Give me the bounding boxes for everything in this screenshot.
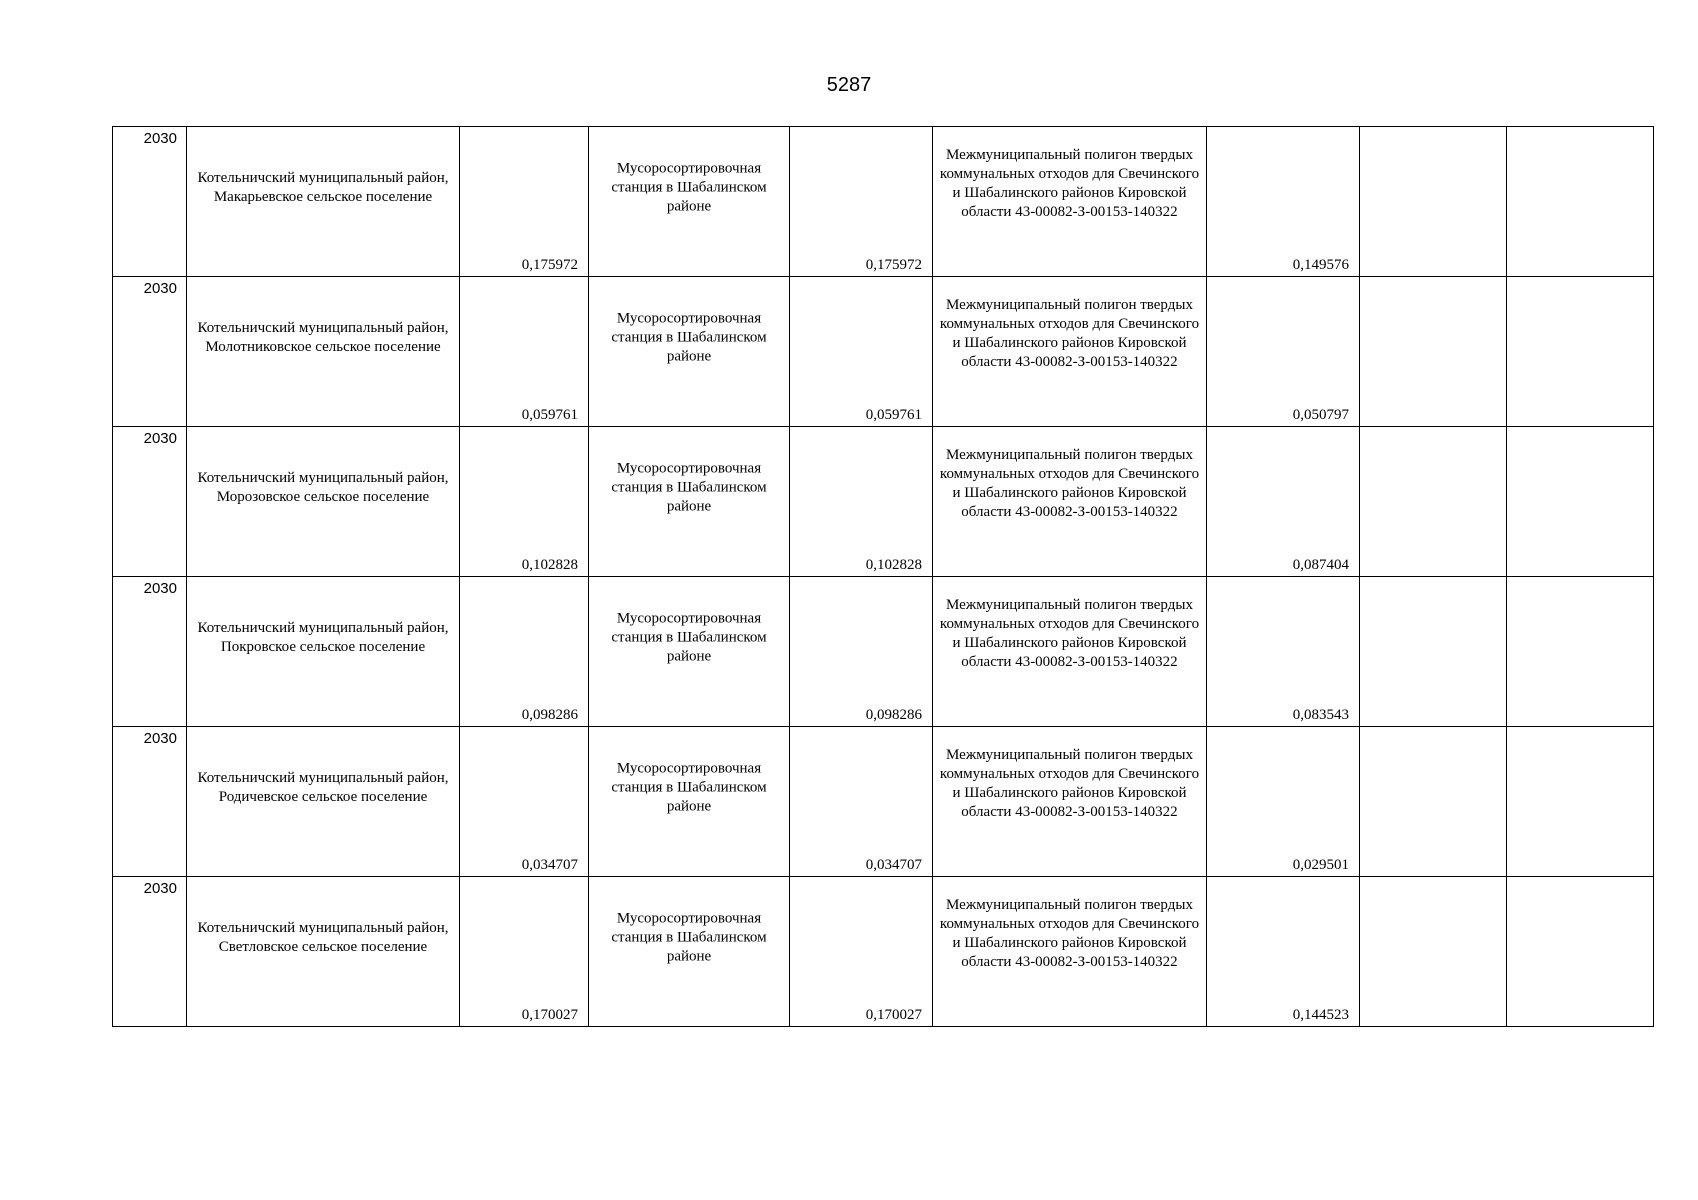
year-cell [113, 877, 187, 1027]
mass-generated-cell [460, 427, 589, 577]
source-name: Котельничский муниципальный район, Макарьевское сельское поселение [197, 169, 449, 205]
landfill-name: Межмуниципальный полигон твердых коммунальных отходов для Свечинского и Шабалинского районов Кировской области 43-00082-З-00153-140322 [939, 746, 1200, 820]
mass-to-landfill-value: 0,087404 [1292, 557, 1349, 573]
table-body [113, 127, 1654, 1027]
facility-name: Мусоросортировочная станция в Шабалинском районе [611, 760, 767, 814]
waste-flow-table [112, 126, 1654, 1027]
facility-name: Мусоросортировочная станция в Шабалинском районе [611, 910, 767, 964]
landfill-cell [933, 127, 1207, 277]
year-cell [113, 577, 187, 727]
landfill-cell [933, 877, 1207, 1027]
mass-to-facility-cell [790, 877, 933, 1027]
mass-to-facility-cell [790, 427, 933, 577]
facility-name: Мусоросортировочная станция в Шабалинском районе [611, 310, 767, 364]
mass-to-landfill-cell [1207, 877, 1360, 1027]
year-cell [113, 127, 187, 277]
facility-cell [589, 277, 790, 427]
facility-name: Мусоросортировочная станция в Шабалинском районе [611, 160, 767, 214]
mass-to-landfill-cell [1207, 277, 1360, 427]
mass-to-facility-value: 0,059761 [865, 407, 922, 423]
year-cell [113, 277, 187, 427]
mass-to-landfill-cell [1207, 577, 1360, 727]
landfill-cell [933, 427, 1207, 577]
mass-to-landfill-cell [1207, 727, 1360, 877]
facility-name: Мусоросортировочная станция в Шабалинском районе [611, 460, 767, 514]
mass-to-landfill-value: 0,149576 [1292, 257, 1349, 273]
source-cell [187, 277, 460, 427]
source-cell [187, 427, 460, 577]
landfill-cell [933, 277, 1207, 427]
source-name: Котельничский муниципальный район, Родичевское сельское поселение [197, 769, 449, 805]
mass-to-facility-cell [790, 277, 933, 427]
mass-to-facility-value: 0,170027 [865, 1007, 922, 1023]
mass-to-facility-cell [790, 127, 933, 277]
empty-cell [1507, 127, 1654, 277]
source-name: Котельничский муниципальный район, Светловское сельское поселение [197, 919, 449, 955]
landfill-name: Межмуниципальный полигон твердых коммунальных отходов для Свечинского и Шабалинского районов Кировской области 43-00082-З-00153-140322 [939, 446, 1200, 520]
mass-to-facility-value: 0,175972 [865, 257, 922, 273]
mass-to-facility-value: 0,098286 [865, 707, 922, 723]
mass-generated-cell [460, 727, 589, 877]
empty-cell [1360, 127, 1507, 277]
empty-cell [1360, 577, 1507, 727]
source-cell [187, 127, 460, 277]
mass-to-landfill-cell [1207, 127, 1360, 277]
mass-generated-value: 0,034707 [521, 857, 578, 873]
source-cell [187, 877, 460, 1027]
source-name: Котельничский муниципальный район, Морозовское сельское поселение [197, 469, 449, 505]
mass-generated-value: 0,098286 [521, 707, 578, 723]
mass-generated-value: 0,102828 [521, 557, 578, 573]
year-cell [113, 727, 187, 877]
mass-to-landfill-value: 0,029501 [1292, 857, 1349, 873]
mass-to-landfill-value: 0,144523 [1292, 1007, 1349, 1023]
table-row [113, 427, 1654, 577]
facility-cell [589, 127, 790, 277]
year-value: 2030 [143, 430, 177, 447]
mass-generated-value: 0,059761 [521, 407, 578, 423]
year-cell [113, 427, 187, 577]
mass-to-facility-cell [790, 577, 933, 727]
mass-to-landfill-cell [1207, 427, 1360, 577]
mass-to-facility-value: 0,102828 [865, 557, 922, 573]
source-name: Котельничский муниципальный район, Покровское сельское поселение [197, 619, 449, 655]
table-row [113, 277, 1654, 427]
source-name: Котельничский муниципальный район, Молотниковское сельское поселение [197, 319, 449, 355]
facility-cell [589, 577, 790, 727]
page-number: 5287 [826, 74, 872, 96]
mass-to-landfill-value: 0,050797 [1292, 407, 1349, 423]
facility-cell [589, 427, 790, 577]
mass-to-facility-value: 0,034707 [865, 857, 922, 873]
landfill-name: Межмуниципальный полигон твердых коммунальных отходов для Свечинского и Шабалинского районов Кировской области 43-00082-З-00153-140322 [939, 596, 1200, 670]
empty-cell [1507, 727, 1654, 877]
landfill-name: Межмуниципальный полигон твердых коммунальных отходов для Свечинского и Шабалинского районов Кировской области 43-00082-З-00153-140322 [939, 896, 1200, 970]
empty-cell [1507, 277, 1654, 427]
table-row [113, 877, 1654, 1027]
landfill-cell [933, 727, 1207, 877]
landfill-cell [933, 577, 1207, 727]
mass-to-facility-cell [790, 727, 933, 877]
table-row [113, 727, 1654, 877]
landfill-name: Межмуниципальный полигон твердых коммунальных отходов для Свечинского и Шабалинского районов Кировской области 43-00082-З-00153-140322 [939, 146, 1200, 220]
facility-cell [589, 877, 790, 1027]
table-row [113, 577, 1654, 727]
mass-generated-cell [460, 127, 589, 277]
facility-name: Мусоросортировочная станция в Шабалинском районе [611, 610, 767, 664]
mass-generated-value: 0,170027 [521, 1007, 578, 1023]
empty-cell [1360, 877, 1507, 1027]
year-value: 2030 [143, 130, 177, 147]
source-cell [187, 727, 460, 877]
empty-cell [1360, 727, 1507, 877]
facility-cell [589, 727, 790, 877]
empty-cell [1507, 877, 1654, 1027]
year-value: 2030 [143, 580, 177, 597]
mass-generated-cell [460, 877, 589, 1027]
year-value: 2030 [143, 880, 177, 897]
year-value: 2030 [143, 280, 177, 297]
mass-generated-value: 0,175972 [521, 257, 578, 273]
mass-to-landfill-value: 0,083543 [1292, 707, 1349, 723]
empty-cell [1507, 577, 1654, 727]
mass-generated-cell [460, 277, 589, 427]
year-value: 2030 [143, 730, 177, 747]
landfill-name: Межмуниципальный полигон твердых коммунальных отходов для Свечинского и Шабалинского районов Кировской области 43-00082-З-00153-140322 [939, 296, 1200, 370]
mass-generated-cell [460, 577, 589, 727]
empty-cell [1360, 427, 1507, 577]
empty-cell [1507, 427, 1654, 577]
empty-cell [1360, 277, 1507, 427]
source-cell [187, 577, 460, 727]
table-row [113, 127, 1654, 277]
